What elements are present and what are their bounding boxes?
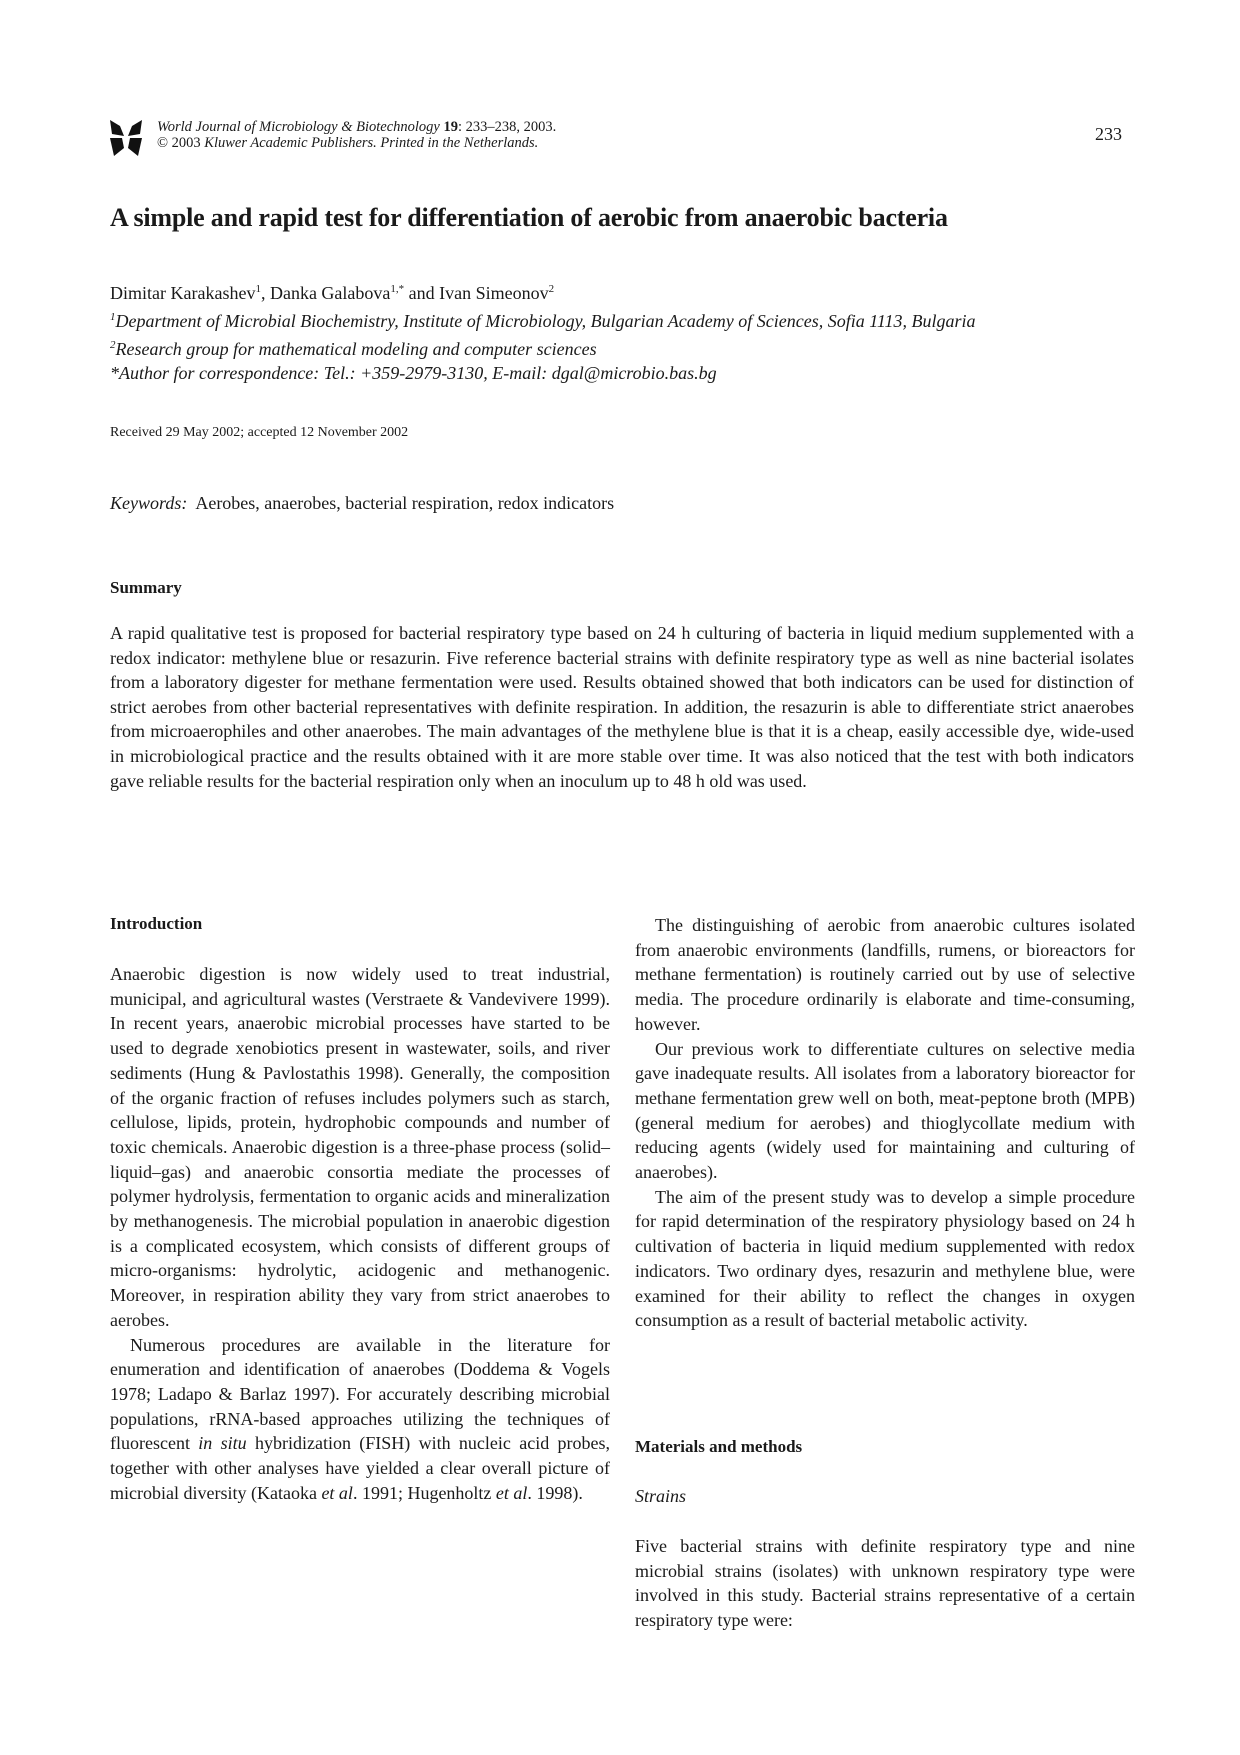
methods-paragraph-1: Five bacterial strains with definite respiratory type and nine microbial strains (isolates) with unknown respiratory type were involved in this study. Bacterial strains representative of a certain respiratory type were: bbox=[635, 1536, 1135, 1631]
strains-subheading: Strains bbox=[635, 1486, 687, 1506]
keywords bbox=[110, 493, 614, 514]
italic-run: et al bbox=[321, 1482, 353, 1503]
author-sup: 2 bbox=[548, 283, 555, 295]
author-block bbox=[110, 277, 1150, 385]
summary-text: A rapid qualitative test is proposed for bacterial respiratory type based on 24 h culturing of bacteria in liquid medium supplemented with a redox indicator: methylene blue or resazurin. Five reference bacterial strains with definite respiratory type as well as nine bacterial isolates from a laboratory digester for methane fermentation were used. Results obtained showed that both indicators can be used for distinction of strict aerobes from other bacterial representatives with definite respiration. In addition, the resazurin is able to differentiate strict anaerobes from microaerophiles and other anaerobes. The main advantages of the methylene blue is that it is a cheap, easily accessible dye, wide-used in microbiological practice and the results obtained with it are more stable over time. It was also noticed that the test with both indicators gave reliable results for the bacterial respiration only when an inoculum up to 48 h old was used. bbox=[110, 623, 1134, 791]
affiliation-2 bbox=[110, 333, 1150, 361]
journal-volume: 19 bbox=[443, 119, 458, 135]
publisher-logo-icon bbox=[108, 118, 144, 158]
publisher-line: Kluwer Academic Publishers. Printed in the Netherlands. bbox=[204, 135, 539, 151]
author-list bbox=[110, 277, 1150, 305]
affiliation-mark: 2 bbox=[110, 339, 116, 351]
author-sep: , bbox=[260, 283, 270, 303]
received-dates: Received 29 May 2002; accepted 12 November 2002 bbox=[110, 425, 409, 440]
affiliation-1 bbox=[110, 305, 1150, 333]
author-sup: 1,* bbox=[390, 283, 405, 295]
copyright-line bbox=[157, 135, 556, 151]
text-run: Numerous procedures are available in the literature for enumeration and identification of anaerobes (Doddema & Vogels 1978; Ladapo & Barlaz 1997). For accurately describing microbial populations, rRNA-based approaches utilizing the techniques of fluorescent bbox=[110, 1334, 610, 1454]
author-sep: and bbox=[404, 283, 440, 303]
intro-paragraph-5: The aim of the present study was to develop a simple procedure for rapid determination of the respiratory physiology based on 24 h cultivation of bacteria in liquid medium supplemented with redox indicators. Two ordinary dyes, resazurin and methylene blue, were examined for their ability to reflect the changes in oxygen consumption as a result of bacterial metabolic activity. bbox=[635, 1186, 1135, 1331]
text-run: . 1991; Hugenholtz bbox=[352, 1482, 496, 1503]
page-number: 233 bbox=[1095, 124, 1122, 144]
author-sup: 1 bbox=[255, 283, 261, 295]
methods-heading: Materials and methods bbox=[635, 1437, 803, 1456]
copyright-year: 2003 bbox=[171, 135, 201, 151]
affiliation-text: Research group for mathematical modeling and computer sciences bbox=[115, 339, 597, 359]
intro-paragraph-2 bbox=[110, 1333, 610, 1506]
italic-run: in situ bbox=[198, 1433, 247, 1454]
journal-line bbox=[157, 119, 556, 135]
left-column bbox=[110, 962, 610, 1505]
right-column bbox=[635, 913, 1135, 1333]
author-name: Ivan Simeonov bbox=[439, 283, 549, 303]
keywords-text: Aerobes, anaerobes, bacterial respiration, redox indicators bbox=[195, 493, 615, 513]
author-name: Dimitar Karakashev bbox=[110, 283, 256, 303]
affiliation-mark: 1 bbox=[110, 311, 116, 323]
copyright-symbol: © bbox=[157, 135, 169, 151]
strains-paragraph bbox=[635, 1534, 1135, 1633]
summary-heading: Summary bbox=[110, 578, 182, 597]
keywords-label: Keywords: bbox=[110, 493, 188, 513]
author-name: Danka Galabova bbox=[269, 283, 391, 303]
affiliation-text: Department of Microbial Biochemistry, Institute of Microbiology, Bulgarian Academy of Sciences, Sofia 1113, Bulgaria bbox=[115, 311, 976, 331]
intro-paragraph-1: Anaerobic digestion is now widely used to treat industrial, municipal, and agricultural wastes (Verstraete & Vandevivere 1999). In recent years, anaerobic microbial processes have started to be used to degrade xenobiotics present in wastewater, soils, and river sediments (Hung & Pavlostathis 1998). Generally, the composition of the organic fraction of refuses includes polymers such as starch, cellulose, lipids, protein, hydrophobic compounds and number of toxic chemicals. Anaerobic digestion is a three-phase process (solid–liquid–gas) and anaerobic consortia mediate the processes of polymer hydrolysis, fermentation to organic acids and mineralization by methanogenesis. The microbial population in anaerobic digestion is a complicated ecosystem, which consists of different groups of micro-organisms: hydrolytic, acidogenic and methanogenic. Moreover, in respiration ability they vary from strict anaerobes to aerobes. bbox=[110, 964, 610, 1330]
correspondence: *Author for correspondence: Tel.: +359-2979-3130, E-mail: dgal@microbio.bas.bg bbox=[110, 363, 717, 383]
journal-citation bbox=[157, 119, 556, 151]
text-run: . 1998). bbox=[527, 1482, 583, 1503]
italic-run: et al bbox=[495, 1482, 528, 1503]
journal-name: World Journal of Microbiology & Biotechnology bbox=[157, 119, 440, 135]
text-run: hybridization (FISH) with nucleic acid probes, together with other analyses have yielded a clear overall picture of microbial diversity (Kataoka bbox=[110, 1433, 611, 1503]
journal-pages: : 233–238, 2003. bbox=[457, 119, 557, 135]
paper-title: A simple and rapid test for differentiation of aerobic from anaerobic bacteria bbox=[110, 203, 948, 232]
introduction-heading: Introduction bbox=[110, 914, 203, 933]
intro-paragraph-3: The distinguishing of aerobic from anaerobic cultures isolated from anaerobic environments (landfills, rumens, or bioreactors for methane fermentation) is routinely carried out by use of selective media. The procedure ordinarily is elaborate and time-consuming, however. bbox=[635, 915, 1135, 1034]
intro-paragraph-4: Our previous work to differentiate cultures on selective media gave inadequate results. All isolates from a laboratory bioreactor for methane fermentation grew well on both, meat-peptone broth (MPB) (general medium for aerobes) and thioglycollate medium with reducing agents (widely used for maintaining and culturing of anaerobes). bbox=[635, 1038, 1135, 1183]
